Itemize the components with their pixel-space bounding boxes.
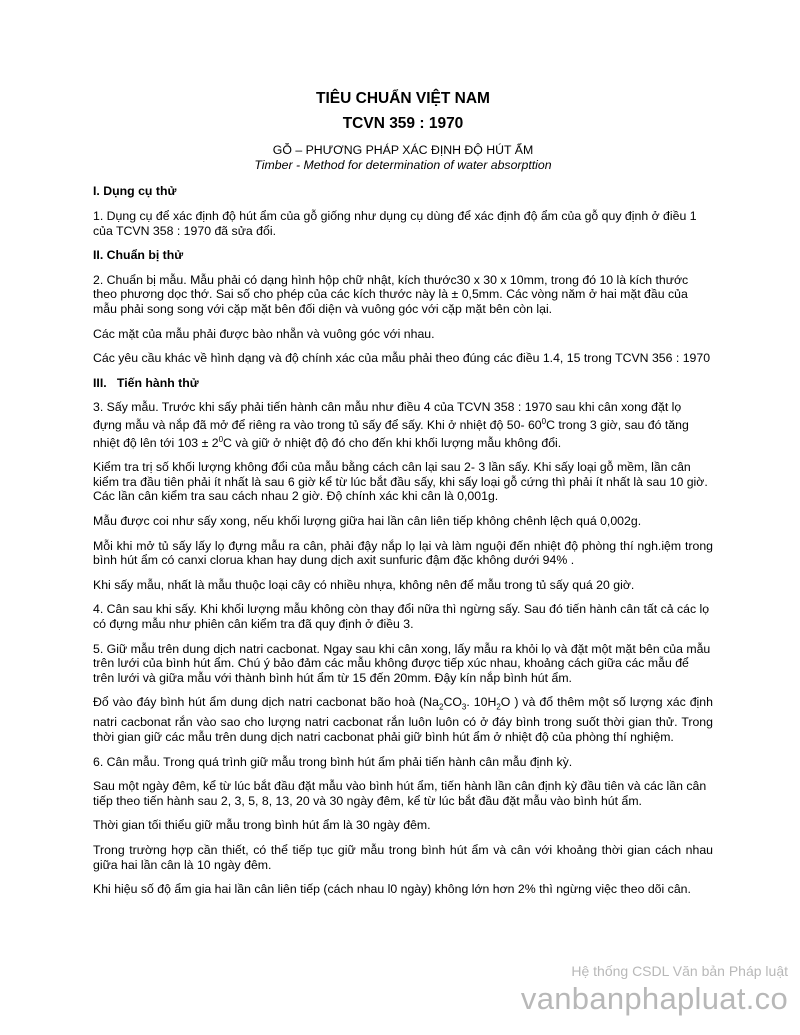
text-run: 3. Sấy mẫu. Trước khi sấy phải tiến hành cân mẫu như điều 4 của TCVN 358 : 1970 sau khi cân xong đặt lọ đựng mẫu và nắp đã mở để riêng ra vào trong tủ sấy để sấy. Khi ở nhiệt độ 50- 60	[93, 400, 682, 432]
section-1-heading: I. Dụng cụ thử	[93, 184, 177, 199]
document-body	[93, 92, 713, 907]
subscript: 2	[439, 702, 444, 712]
paragraph: Trong trường hợp cần thiết, có thể tiếp tục giữ mẫu trong bình hút ẩm và cân với khoảng thời gian cách nhau giữa hai lần cân là 10 ngày đêm.	[93, 843, 713, 872]
paragraph: Mỗi khi mở tủ sấy lấy lọ đựng mẫu ra cân, phải đậy nắp lọ lại và làm nguội đến nhiệt độ phòng thí ngh.iệm trong bình hút ẩm có canxi clorua khan hay dung dịch axit sunfuric đậm đặc không dưới 94% .	[93, 538, 713, 568]
paragraph: Sau một ngày đêm, kể từ lúc bắt đầu đặt mẫu vào bình hút ẩm, tiến hành lần cân định kỳ đầu tiên và các lần cân tiếp theo tiến hành sau 2, 3, 5, 8, 13, 20 và 30 ngày đêm, kể từ lúc bắt đầu đặt mẫu vào bình hút ẩm.	[93, 779, 707, 808]
watermark-site: vanbanphapluat.co	[520, 981, 788, 1016]
subtitle-vietnamese: GỖ – PHƯƠNG PHÁP XÁC ĐỊNH ĐỘ HÚT ẨM	[272, 143, 534, 158]
paragraph: Các yêu cầu khác về hình dạng và độ chính xác của mẫu phải theo đúng các điều 1.4, 15 trong TCVN 356 : 1970	[93, 351, 711, 366]
paragraph: Thời gian tối thiểu giữ mẫu trong bình hút ẩm là 30 ngày đêm.	[93, 818, 431, 833]
superscript: 0	[541, 416, 547, 426]
text-run: CO	[443, 695, 462, 710]
text-run: Đổ vào đáy bình hút ẩm dung dịch natri cacbonat bão hoà (Na	[93, 695, 439, 710]
paragraph: Mẫu được coi như sấy xong, nếu khối lượng giữa hai lần cân liên tiếp không chênh lệch quá 0,002g.	[93, 514, 642, 529]
watermark	[521, 963, 788, 1017]
paragraph: 2. Chuẩn bị mẫu. Mẫu phải có dạng hình hộp chữ nhật, kích thước30 x 30 x 10mm, trong đó 10 là kích thước theo phương dọc thớ. Sai số cho phép của các kích thước này là ± 0,5mm. Các vòng năm ở hai mặt đầu của mẫu phải song song với cặp mặt bên đối diện và vuông góc với cặp mặt bên còn lại.	[93, 272, 689, 316]
paragraph: 5. Giữ mẫu trên dung dịch natri cacbonat. Ngay sau khi cân xong, lấy mẫu ra khỏi lọ và đặt một mặt bên của mẫu trên lưới của bình hút ẩm. Chú ý bảo đảm các mẫu không được tiếp xúc nhau, khoảng cách giữa các mẫu để trên lưới và giữa mẫu với thành bình hút ẩm từ 15 đến 20mm. Đậy kín nắp bình hút ẩm.	[93, 641, 711, 685]
text-run: C trong 3 giờ, sau đó tăng nhiệt độ lên tới 103 ± 2	[93, 418, 689, 450]
subscript: 2	[496, 702, 501, 712]
watermark-line-1: Hệ thống CSDL Văn bản Pháp luật	[571, 963, 788, 979]
text-run: C và giữ ở nhiệt độ đó cho đến khi khối lượng mẫu không đổi.	[223, 435, 562, 450]
superscript: 0	[218, 434, 224, 444]
paragraph: 6. Cân mẫu. Trong quá trình giữ mẫu trong bình hút ẩm phải tiến hành cân mẫu định kỳ.	[93, 754, 573, 769]
paragraph-drying	[93, 400, 713, 450]
document-title: TIÊU CHUẨN VIỆT NAM	[316, 90, 490, 107]
paragraph: Khi sấy mẫu, nhất là mẫu thuộc loại cây có nhiều nhựa, không nên để mẫu trong tủ sấy quá 20 giờ.	[93, 577, 635, 592]
section-2-heading: II. Chuẩn bị thử	[93, 248, 184, 263]
subtitle-english: Timber - Method for determination of water absorpttion	[254, 157, 552, 172]
section-3-heading: III. Tiến hành thử	[93, 375, 199, 390]
subscript: 3	[461, 702, 467, 712]
paragraph: 4. Cân sau khi sấy. Khi khối lượng mẫu không còn thay đổi nữa thì ngừng sấy. Sau đó tiến hành cân tất cả các lọ có đựng mẫu như phiên cân kiểm tra đã quy định ở điều 3.	[93, 602, 710, 632]
text-run: O ) và đổ thêm một số lượng xác định natri cacbonat rắn vào sao cho lượng natri cacbonat rắn luôn luôn có ở đáy bình trong suốt thời gian thử. Trong thời gian giữ các mẫu trên dung dịch natri cacbonat phải giữ bình hút ẩm ở nhiệt độ của phòng thí nghiệm.	[93, 695, 713, 745]
paragraph: 1. Dụng cụ để xác định độ hút ẩm của gỗ giống như dụng cụ dùng để xác định độ ẩm của gỗ quy định ở điều 1 của TCVN 358 : 1970 đã sửa đổi.	[93, 208, 697, 238]
paragraph-sodium-carbonate	[93, 695, 713, 744]
standard-code: TCVN 359 : 1970	[342, 114, 464, 132]
paragraph: Kiểm tra trị số khối lượng không đổi của mẫu bằng cách cân lại sau 2- 3 lần sấy. Khi sấy loại gỗ mềm, lần cân kiểm tra đầu tiên phải ít nhất là sau 6 giờ kể từ lúc bắt đầu sấy, khi sấy loại gỗ cứng thì phải ít nhất là sau 10 giờ. Các lần cân kiểm tra sau cách nhau 2 giờ. Độ chính xác khi cân là 0,001g.	[93, 460, 708, 504]
text-run: . 10H	[466, 695, 497, 710]
paragraph: Các mặt của mẫu phải được bào nhẵn và vuông góc với nhau.	[93, 326, 435, 341]
paragraph: Khi hiệu số độ ẩm gia hai lần cân liên tiếp (cách nhau l0 ngày) không lớn hơn 2% thì ngừng việc theo dõi cân.	[93, 882, 691, 897]
